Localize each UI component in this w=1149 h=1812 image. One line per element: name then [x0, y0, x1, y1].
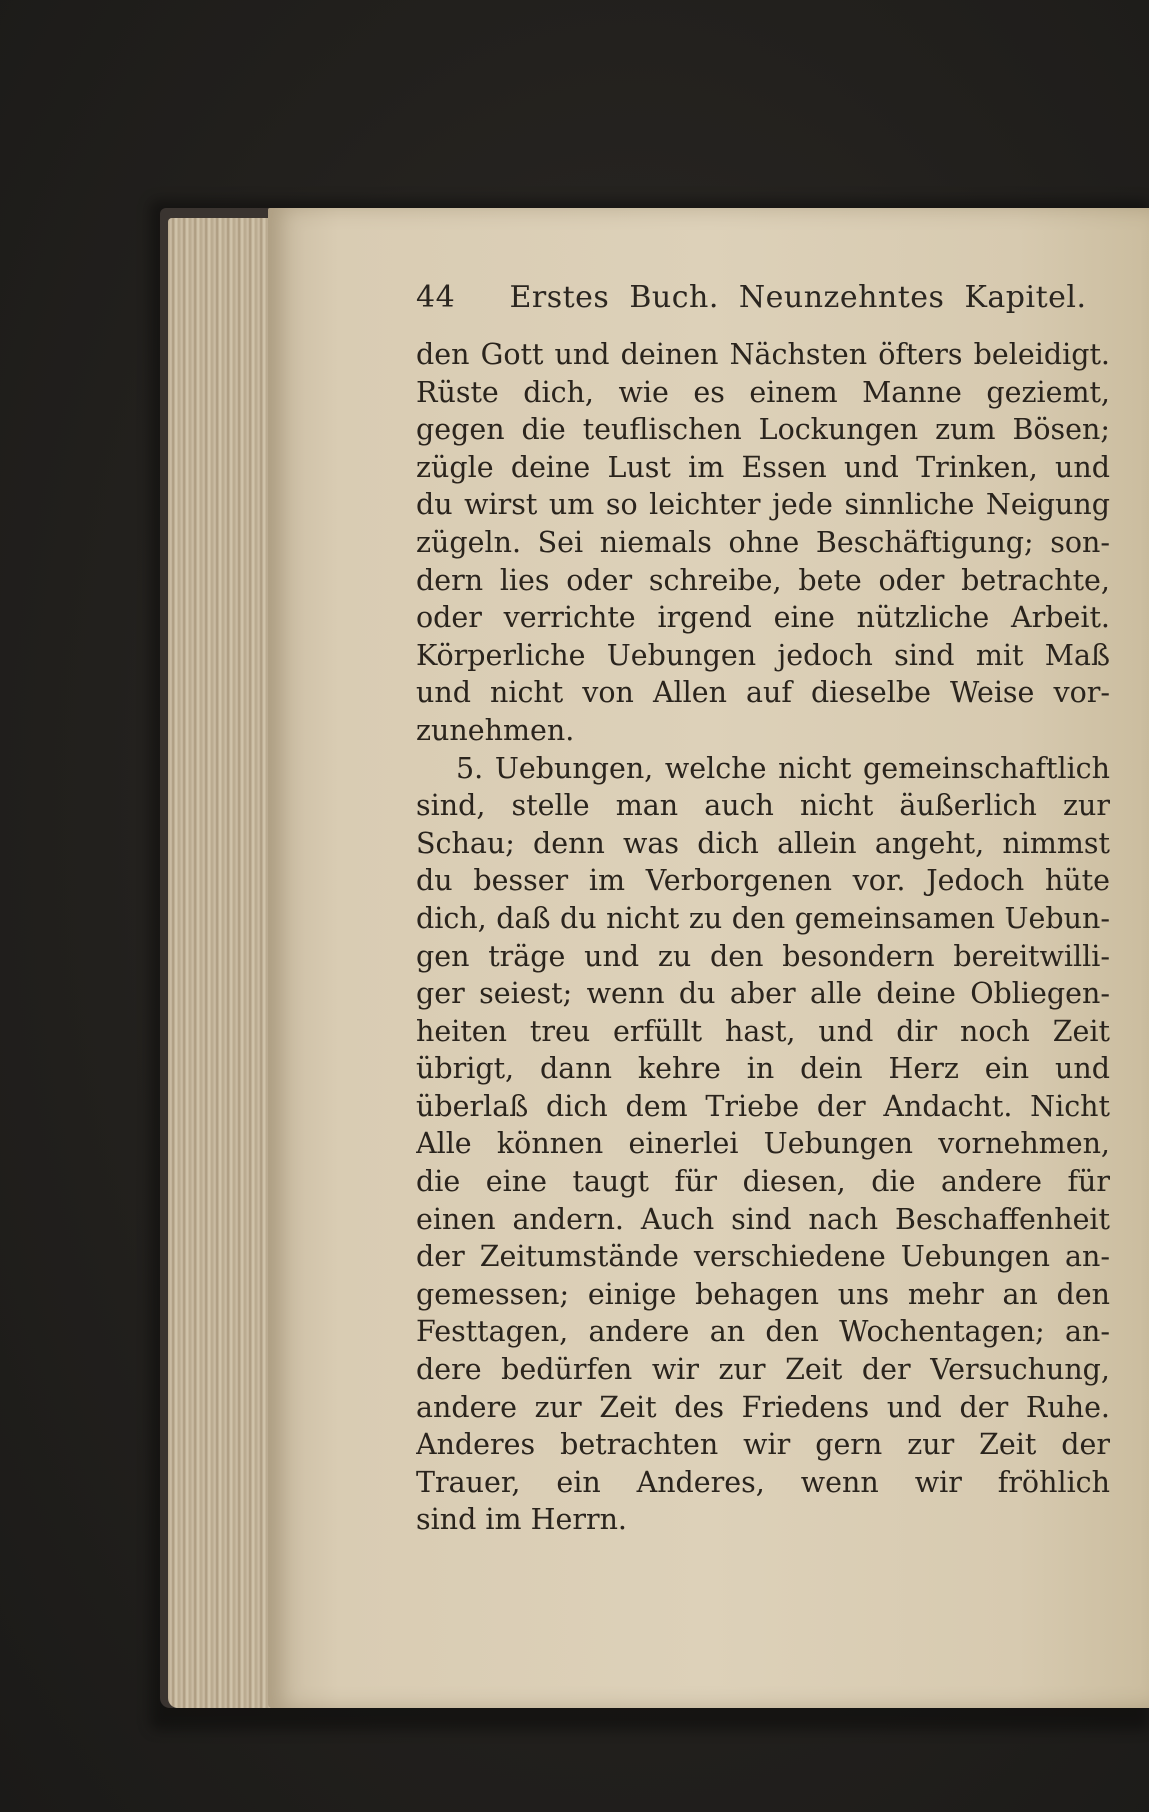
- text-line: du wirst um so leichter jede sinnliche Neigung: [416, 488, 1110, 522]
- text-line: die eine taugt für diesen, die andere für: [416, 1165, 1110, 1199]
- text-line: überlaß dich dem Triebe der Andacht. Nicht: [416, 1089, 1110, 1123]
- text-line: einen andern. Auch sind nach Beschaffenheit: [416, 1202, 1110, 1236]
- body-text: [416, 336, 1110, 1539]
- text-line: zügeln. Sei niemals ohne Beschäftigung; son-: [416, 525, 1110, 559]
- text-line: dern lies oder schreibe, bete oder betrachte,: [416, 563, 1110, 597]
- running-head: [416, 280, 1110, 336]
- paragraph-start-line: 5. Uebungen, welche nicht gemeinschaftlich: [456, 751, 1110, 785]
- text-line: Anderes betrachten wir gern zur Zeit der: [416, 1428, 1110, 1462]
- text-line: gegen die teuflischen Lockungen zum Bösen;: [416, 413, 1110, 447]
- text-line: dich, daß du nicht zu den gemeinsamen Uebun-: [416, 901, 1110, 935]
- text-line: zunehmen.: [416, 713, 575, 747]
- running-title: Erstes Buch. Neunzehntes Kapitel.: [509, 280, 1087, 315]
- text-line: Trauer, ein Anderes, wenn wir fröhlich: [416, 1465, 1110, 1499]
- text-line: den Gott und deinen Nächsten öfters beleidigt.: [416, 338, 1110, 371]
- text-line: andere zur Zeit des Friedens und der Ruhe.: [416, 1390, 1110, 1424]
- text-line: Festtagen, andere an den Wochentagen; an-: [416, 1315, 1110, 1349]
- text-line: heiten treu erfüllt hast, und dir noch Zeit: [416, 1014, 1110, 1048]
- page-number: 44: [416, 280, 456, 315]
- text-line: gen träge und zu den besondern bereitwilli-: [416, 939, 1110, 973]
- text-line: ger seiest; wenn du aber alle deine Obliegen-: [416, 977, 1110, 1011]
- text-line: du besser im Verborgenen vor. Jedoch hüte: [416, 864, 1110, 898]
- text-line: dere bedürfen wir zur Zeit der Versuchung,: [416, 1353, 1110, 1387]
- text-line: Schau; denn was dich allein angeht, nimmst: [416, 826, 1110, 860]
- text-line: und nicht von Allen auf dieselbe Weise vor-: [416, 676, 1110, 710]
- text-line: Rüste dich, wie es einem Manne geziemt,: [416, 375, 1110, 409]
- text-line: der Zeitumstände verschiedene Uebungen an-: [416, 1240, 1110, 1274]
- text-line: Alle können einerlei Uebungen vornehmen,: [416, 1127, 1110, 1161]
- text-line: sind, stelle man auch nicht äußerlich zur: [416, 789, 1110, 823]
- text-line: übrigt, dann kehre in dein Herz ein und: [416, 1052, 1110, 1086]
- text-line: oder verrichte irgend eine nützliche Arbeit.: [416, 601, 1110, 635]
- page-content: [416, 280, 1110, 1539]
- text-line: gemessen; einige behagen uns mehr an den: [416, 1277, 1110, 1311]
- text-line: sind im Herrn.: [416, 1503, 627, 1537]
- text-line: Körperliche Uebungen jedoch sind mit Maß: [416, 638, 1110, 672]
- text-line: zügle deine Lust im Essen und Trinken, und: [416, 450, 1110, 484]
- book-page: [268, 208, 1149, 1708]
